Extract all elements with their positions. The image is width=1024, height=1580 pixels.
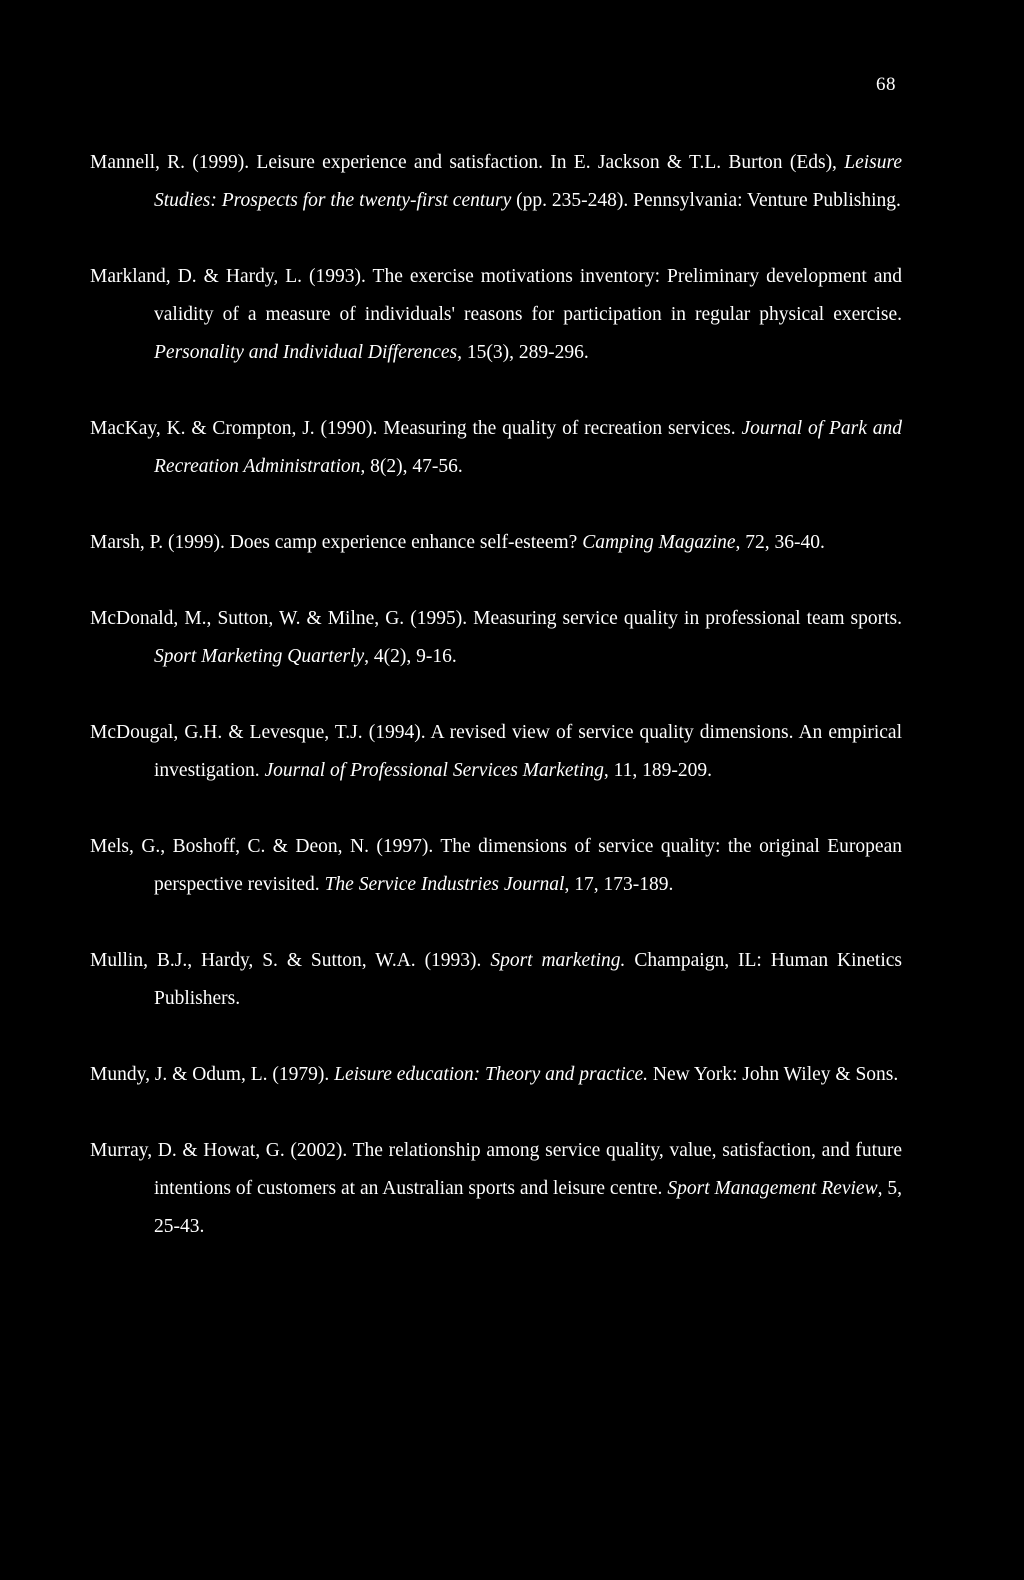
reference-title: Journal of Professional Services Marketing xyxy=(264,760,604,781)
reference-authors: Mannell, R. (1999). Leisure experience and satisfaction. In E. Jackson & T.L. Burton (Eds), xyxy=(90,152,845,173)
reference-details: , 72, 36-40. xyxy=(735,532,825,553)
reference-entry xyxy=(90,1132,902,1246)
reference-title: Sport Management Review xyxy=(667,1178,878,1199)
reference-entry xyxy=(90,524,902,562)
reference-details: Champaign, IL: Human Kinetics Publishers. xyxy=(154,950,902,1009)
reference-details: , 17, 173-189. xyxy=(564,874,674,895)
reference-authors: Mundy, J. & Odum, L. (1979). xyxy=(90,1064,335,1085)
reference-details: New York: John Wiley & Sons. xyxy=(648,1064,899,1085)
reference-title: Leisure Studies: Prospects for the twenty-first century xyxy=(154,152,902,211)
reference-authors: McDonald, M., Sutton, W. & Milne, G. (1995). Measuring service quality in professional team sports. xyxy=(90,608,902,629)
reference-title: Sport marketing. xyxy=(490,950,626,971)
reference-entry xyxy=(90,258,902,372)
reference-title: Personality and Individual Differences, xyxy=(154,342,462,363)
reference-authors: Marsh, P. (1999). Does camp experience enhance self-esteem? xyxy=(90,532,583,553)
reference-entry xyxy=(90,144,902,220)
reference-details: , 4(2), 9-16. xyxy=(364,646,457,667)
reference-authors: Murray, D. & Howat, G. (2002). The relationship among service quality, value, satisfaction, and future intentions of customers at an Australian sports and leisure centre. xyxy=(90,1140,902,1199)
reference-details: , 5, 25-43. xyxy=(154,1178,903,1237)
reference-entry xyxy=(90,600,902,676)
reference-title: Journal of Park and Recreation Administration, xyxy=(154,418,903,477)
reference-entry xyxy=(90,410,902,486)
page-number: 68 xyxy=(876,74,896,95)
reference-authors: McDougal, G.H. & Levesque, T.J. (1994). A revised view of service quality dimensions. An empirical investigation. xyxy=(90,722,902,781)
reference-details: (pp. 235-248). Pennsylvania: Venture Publishing. xyxy=(511,190,901,211)
reference-title: Leisure education: Theory and practice. xyxy=(334,1064,649,1085)
reference-authors: MacKay, K. & Crompton, J. (1990). Measuring the quality of recreation services. xyxy=(90,418,742,439)
reference-list xyxy=(90,144,902,1284)
reference-entry xyxy=(90,714,902,790)
reference-authors: Mullin, B.J., Hardy, S. & Sutton, W.A. (1993). xyxy=(90,950,491,971)
reference-entry xyxy=(90,1056,902,1094)
reference-details: 8(2), 47-56. xyxy=(365,456,463,477)
reference-entry xyxy=(90,942,902,1018)
reference-entry xyxy=(90,828,902,904)
reference-details: 15(3), 289-296. xyxy=(461,342,589,363)
reference-title: The Service Industries Journal xyxy=(324,874,565,895)
reference-authors: Mels, G., Boshoff, C. & Deon, N. (1997). The dimensions of service quality: the original European perspective revisited. xyxy=(90,836,902,895)
reference-title: Sport Marketing Quarterly xyxy=(154,646,365,667)
reference-title: Camping Magazine xyxy=(582,532,736,553)
reference-authors: Markland, D. & Hardy, L. (1993). The exercise motivations inventory: Preliminary development and validity of a measure of individuals' reasons for participation in regular physical exercise. xyxy=(90,266,902,325)
reference-details: , 11, 189-209. xyxy=(603,760,713,781)
